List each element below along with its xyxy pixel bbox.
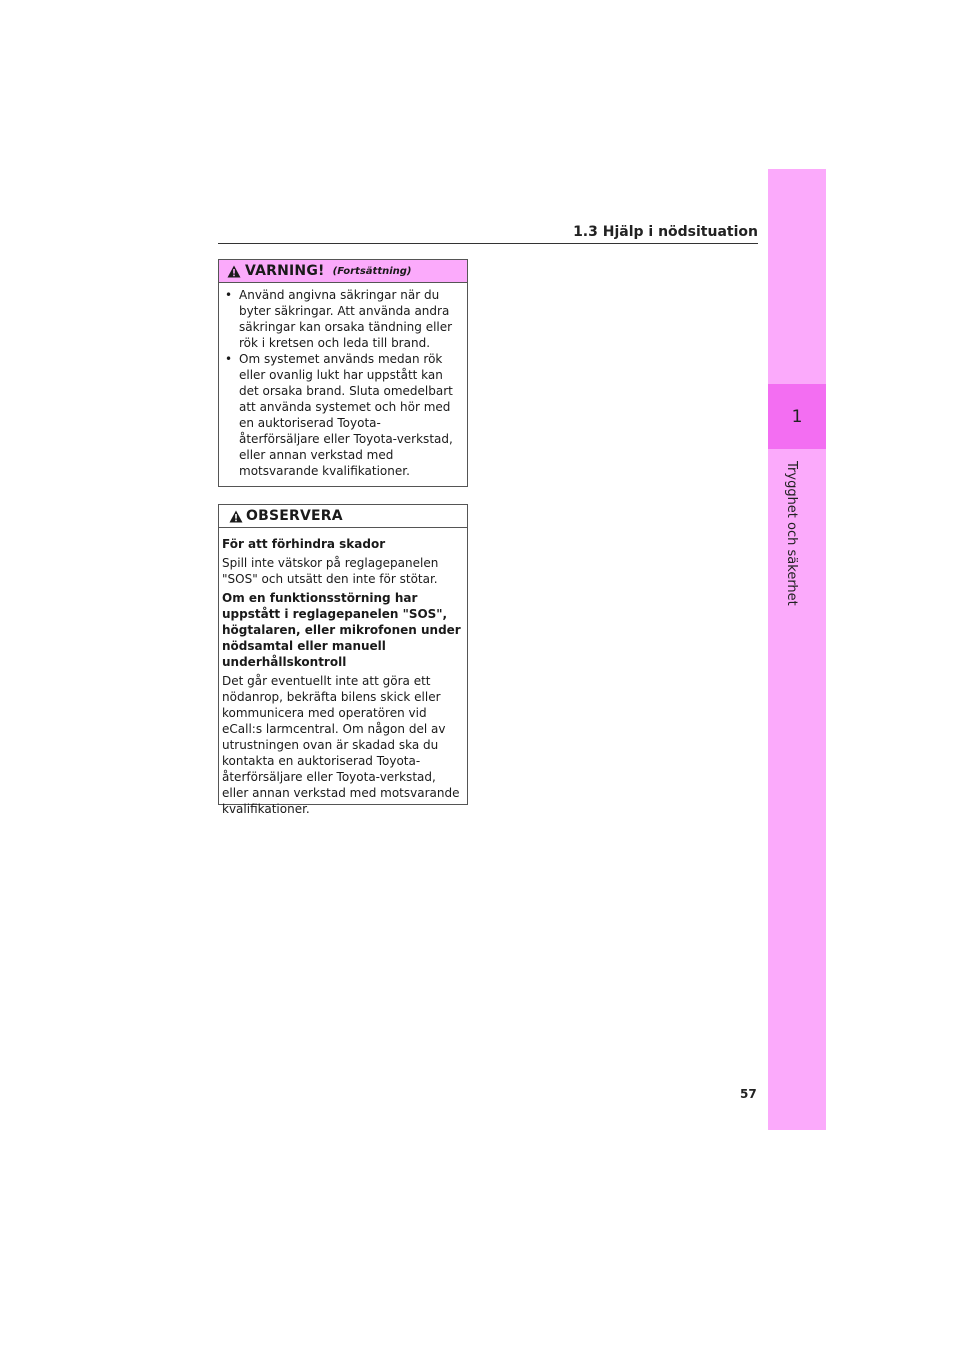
list-item [225,287,461,351]
warning-box [218,259,468,487]
section-title: 1.3 Hjälp i nödsituation [573,224,758,240]
bullet-dot: • [225,352,233,366]
warning-header [219,260,467,283]
warning-triangle-icon [227,265,241,278]
notice-header [219,505,467,528]
warning-triangle-icon [229,510,243,523]
header-divider [218,243,758,244]
list-item [225,351,461,479]
notice-paragraph: Det går eventuellt inte att göra ett nödanrop, bekräfta bilens skick eller kommunicera med operatören vid eCall:s larmcentral. Om någon del av utrustningen ovan är skadad ska du kontakta en auktoriserad Toyota-återförsäljare eller Toyota-verkstad, eller annan verkstad med motsvarande kvalifikationer. [222,674,460,816]
notice-subheading: Om en funktionsstörning har uppstått i reglagepanelen "SOS", högtalaren, eller mikrofonen under nödsamtal eller manuell underhållskontroll [222,591,461,669]
notice-paragraph: Spill inte vätskor på reglagepanelen "SOS" och utsätt den inte för stötar. [222,556,439,586]
chapter-number: 1 [768,384,826,449]
warning-body [219,283,467,479]
notice-subheading: För att förhindra skador [222,537,386,551]
warning-title: VARNING! [245,263,325,279]
notice-body [219,528,467,817]
page-number: 57 [740,1087,757,1101]
bullet-dot: • [225,288,233,302]
warning-bullet-text: Om systemet används medan rök eller ovanlig lukt har uppstått kan det orsaka brand. Sluta omedelbart att använda systemet och hör med en auktoriserad Toyota-återförsäljare eller Toyota-verkstad, eller annan verkstad med motsvarande kvalifikationer. [239,352,453,478]
warning-continuation: (Fortsättning) [332,265,412,277]
notice-title: OBSERVERA [246,508,343,524]
chapter-side-tab [768,169,826,1130]
warning-bullet-text: Använd angivna säkringar när du byter säkringar. Att använda andra säkringar kan orsaka tändning eller rök i kretsen och leda till brand. [239,288,453,350]
chapter-title: Trygghet och säkerhet [784,461,799,606]
notice-box [218,504,468,816]
